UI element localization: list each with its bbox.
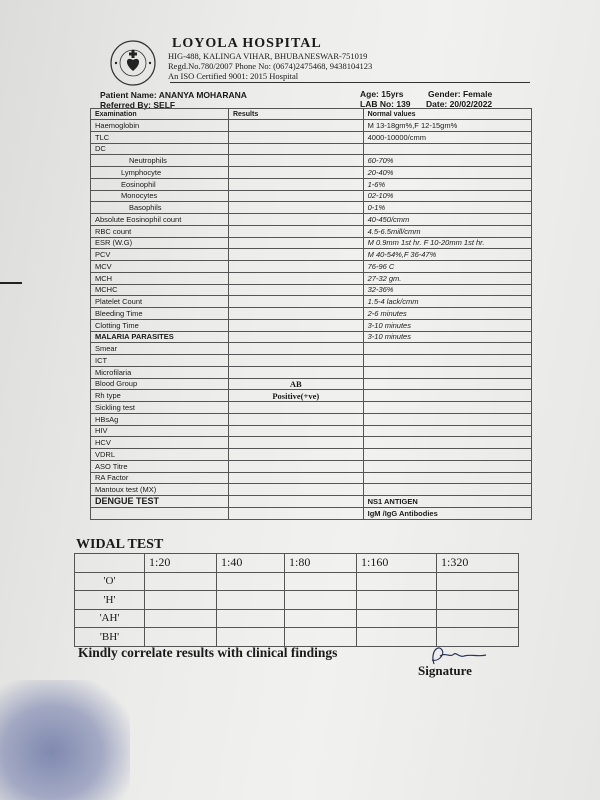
normal-value-cell	[363, 378, 531, 390]
exam-cell: Smear	[91, 343, 229, 355]
widal-result-cell	[285, 572, 357, 591]
normal-value-cell	[363, 355, 531, 367]
widal-dilution-header: 1:320	[437, 554, 519, 573]
table-row	[91, 296, 532, 308]
exam-cell: Monocytes	[91, 190, 229, 202]
widal-row	[75, 591, 519, 610]
result-cell	[228, 131, 363, 143]
widal-dilution-header: 1:80	[285, 554, 357, 573]
table-row	[91, 402, 532, 414]
exam-cell: Sickling test	[91, 402, 229, 414]
exam-cell: VDRL	[91, 449, 229, 461]
widal-row	[75, 572, 519, 591]
hospital-logo-icon	[108, 38, 158, 88]
header-examination: Examination	[91, 109, 229, 120]
table-row	[91, 214, 532, 226]
normal-value-cell	[363, 425, 531, 437]
header-normal-values: Normal values	[363, 109, 531, 120]
exam-cell: HCV	[91, 437, 229, 449]
exam-cell: Platelet Count	[91, 296, 229, 308]
table-row	[91, 249, 532, 261]
widal-result-cell	[145, 591, 217, 610]
widal-result-cell	[357, 609, 437, 628]
widal-antigen-label: 'O'	[75, 572, 145, 591]
result-cell	[228, 460, 363, 472]
table-row	[91, 319, 532, 331]
table-row	[91, 120, 532, 132]
result-cell	[228, 437, 363, 449]
normal-value-cell: 32-36%	[363, 284, 531, 296]
edge-line	[0, 282, 22, 284]
normal-value-cell	[363, 449, 531, 461]
widal-result-cell	[357, 572, 437, 591]
patient-age: Age: 15yrs	[360, 89, 404, 99]
exam-cell: Neutrophils	[91, 155, 229, 167]
normal-value-cell	[363, 484, 531, 496]
table-row	[91, 237, 532, 249]
normal-value-cell: 3-10 minutes	[363, 319, 531, 331]
normal-value-cell: 4000-10000/cmm	[363, 131, 531, 143]
table-row	[91, 413, 532, 425]
result-cell	[228, 190, 363, 202]
exam-cell: HIV	[91, 425, 229, 437]
table-row	[91, 131, 532, 143]
table-row	[91, 449, 532, 461]
exam-cell: ASO Titre	[91, 460, 229, 472]
exam-cell: Rh type	[91, 390, 229, 402]
hospital-name: LOYOLA HOSPITAL	[172, 36, 322, 51]
widal-result-cell	[437, 609, 519, 628]
normal-value-cell: 27-32 gm.	[363, 272, 531, 284]
header-rule	[170, 82, 530, 83]
patient-name: Patient Name: ANANYA MOHARANA	[100, 90, 247, 100]
normal-value-cell	[363, 343, 531, 355]
table-row	[91, 390, 532, 402]
referred-by: Referred By: SELF	[100, 100, 176, 110]
exam-cell: Basophils	[91, 202, 229, 214]
normal-value-cell: 0-1%	[363, 202, 531, 214]
result-cell: AB	[228, 378, 363, 390]
table-row	[91, 366, 532, 378]
table-row	[91, 190, 532, 202]
widal-result-cell	[437, 591, 519, 610]
report-date: Date: 20/02/2022	[426, 99, 493, 109]
photo-shadow	[0, 680, 130, 800]
table-row	[91, 355, 532, 367]
table-row	[91, 331, 532, 343]
widal-result-cell	[217, 591, 285, 610]
exam-cell: MCV	[91, 261, 229, 273]
normal-value-cell	[363, 472, 531, 484]
widal-antigen-label: 'BH'	[75, 628, 145, 647]
result-cell	[228, 214, 363, 226]
exam-cell: Clotting Time	[91, 319, 229, 331]
table-row	[91, 167, 532, 179]
widal-row	[75, 609, 519, 628]
widal-antigen-label: 'AH'	[75, 609, 145, 628]
result-cell	[228, 261, 363, 273]
normal-value-cell: NS1 ANTIGEN	[363, 496, 531, 508]
result-cell: Positive(+ve)	[228, 390, 363, 402]
exam-cell: RA Factor	[91, 472, 229, 484]
result-cell	[228, 449, 363, 461]
widal-result-cell	[437, 572, 519, 591]
normal-value-cell: 4.5-6.5mill/cmm	[363, 225, 531, 237]
result-cell	[228, 496, 363, 508]
exam-cell: Blood Group	[91, 378, 229, 390]
result-cell	[228, 308, 363, 320]
normal-value-cell	[363, 460, 531, 472]
hospital-iso: An ISO Certified 9001: 2015 Hospital	[168, 71, 299, 81]
exam-cell: RBC count	[91, 225, 229, 237]
exam-cell: Mantoux test (MX)	[91, 484, 229, 496]
result-cell	[228, 507, 363, 519]
exam-cell: ESR (W.G)	[91, 237, 229, 249]
normal-value-cell: 20-40%	[363, 167, 531, 179]
patient-gender: Gender: Female	[428, 89, 493, 99]
table-row	[91, 284, 532, 296]
widal-dilution-header: 1:40	[217, 554, 285, 573]
normal-value-cell: 40-450/cmm	[363, 214, 531, 226]
widal-result-cell	[145, 628, 217, 647]
result-cell	[228, 167, 363, 179]
result-cell	[228, 178, 363, 190]
exam-cell: Bleeding Time	[91, 308, 229, 320]
table-row	[91, 261, 532, 273]
widal-table	[74, 553, 519, 647]
normal-value-cell: 1-6%	[363, 178, 531, 190]
result-cell	[228, 472, 363, 484]
table-row	[91, 178, 532, 190]
normal-value-cell: 1.5-4 lack/cmm	[363, 296, 531, 308]
result-cell	[228, 284, 363, 296]
exam-cell: Eosinophil	[91, 178, 229, 190]
normal-value-cell	[363, 143, 531, 155]
result-cell	[228, 343, 363, 355]
widal-result-cell	[145, 572, 217, 591]
result-cell	[228, 202, 363, 214]
widal-corner-cell	[75, 554, 145, 573]
result-cell	[228, 155, 363, 167]
normal-value-cell: 02-10%	[363, 190, 531, 202]
exam-cell: Lymphocyte	[91, 167, 229, 179]
widal-result-cell	[285, 609, 357, 628]
widal-antigen-label: 'H'	[75, 591, 145, 610]
normal-value-cell	[363, 366, 531, 378]
result-cell	[228, 402, 363, 414]
table-row	[91, 225, 532, 237]
exam-cell: MCH	[91, 272, 229, 284]
result-cell	[228, 120, 363, 132]
result-cell	[228, 425, 363, 437]
table-row	[91, 202, 532, 214]
result-cell	[228, 296, 363, 308]
normal-value-cell: 3-10 minutes	[363, 331, 531, 343]
lab-results-table	[90, 108, 532, 520]
normal-value-cell: 76-96 C	[363, 261, 531, 273]
exam-cell	[91, 507, 229, 519]
normal-value-cell: M 40-54%,F 36-47%	[363, 249, 531, 261]
result-cell	[228, 355, 363, 367]
hospital-address: HIG-488, KALINGA VIHAR, BHUBANESWAR-751019	[168, 51, 368, 61]
exam-cell: PCV	[91, 249, 229, 261]
table-row	[91, 378, 532, 390]
result-cell	[228, 484, 363, 496]
result-cell	[228, 249, 363, 261]
correlate-note: Kindly correlate results with clinical findings	[78, 645, 338, 660]
normal-value-cell	[363, 390, 531, 402]
exam-cell: DENGUE TEST	[91, 496, 229, 508]
exam-cell: MCHC	[91, 284, 229, 296]
widal-dilution-header: 1:20	[145, 554, 217, 573]
result-cell	[228, 143, 363, 155]
normal-value-cell: 2-6 minutes	[363, 308, 531, 320]
table-row	[91, 425, 532, 437]
widal-result-cell	[285, 591, 357, 610]
hospital-regd: Regd.No.780/2007 Phone No: (0674)2475468, 9438104123	[168, 61, 373, 71]
result-cell	[228, 237, 363, 249]
exam-cell: ICT	[91, 355, 229, 367]
exam-cell: MALARIA PARASITES	[91, 331, 229, 343]
normal-value-cell	[363, 413, 531, 425]
widal-title: WIDAL TEST	[76, 537, 164, 552]
result-cell	[228, 413, 363, 425]
table-row	[91, 460, 532, 472]
table-row	[91, 496, 532, 508]
table-header-row	[91, 109, 532, 120]
widal-result-cell	[285, 628, 357, 647]
widal-result-cell	[217, 628, 285, 647]
exam-cell: HBsAg	[91, 413, 229, 425]
table-row	[91, 143, 532, 155]
table-row	[91, 155, 532, 167]
table-row	[91, 343, 532, 355]
normal-value-cell	[363, 402, 531, 414]
exam-cell: Absolute Eosinophil count	[91, 214, 229, 226]
normal-value-cell: 60-70%	[363, 155, 531, 167]
widal-result-cell	[357, 591, 437, 610]
widal-result-cell	[217, 572, 285, 591]
signature-label: Signature	[418, 663, 472, 678]
widal-result-cell	[145, 609, 217, 628]
result-cell	[228, 272, 363, 284]
table-row	[91, 272, 532, 284]
table-row	[91, 484, 532, 496]
normal-value-cell: IgM /IgG Antibodies	[363, 507, 531, 519]
normal-value-cell	[363, 437, 531, 449]
normal-value-cell: M 0.9mm 1st hr. F 10-20mm 1st hr.	[363, 237, 531, 249]
header-results: Results	[228, 109, 363, 120]
exam-cell: TLC	[91, 131, 229, 143]
result-cell	[228, 366, 363, 378]
widal-header-row	[75, 554, 519, 573]
table-row	[91, 437, 532, 449]
widal-result-cell	[217, 609, 285, 628]
table-row	[91, 507, 532, 519]
result-cell	[228, 331, 363, 343]
exam-cell: Microfilaria	[91, 366, 229, 378]
lab-number: LAB No: 139	[360, 99, 411, 109]
result-cell	[228, 225, 363, 237]
exam-cell: DC	[91, 143, 229, 155]
result-cell	[228, 319, 363, 331]
widal-dilution-header: 1:160	[357, 554, 437, 573]
table-row	[91, 308, 532, 320]
exam-cell: Haemoglobin	[91, 120, 229, 132]
normal-value-cell: M 13-18gm%,F 12-15gm%	[363, 120, 531, 132]
table-row	[91, 472, 532, 484]
